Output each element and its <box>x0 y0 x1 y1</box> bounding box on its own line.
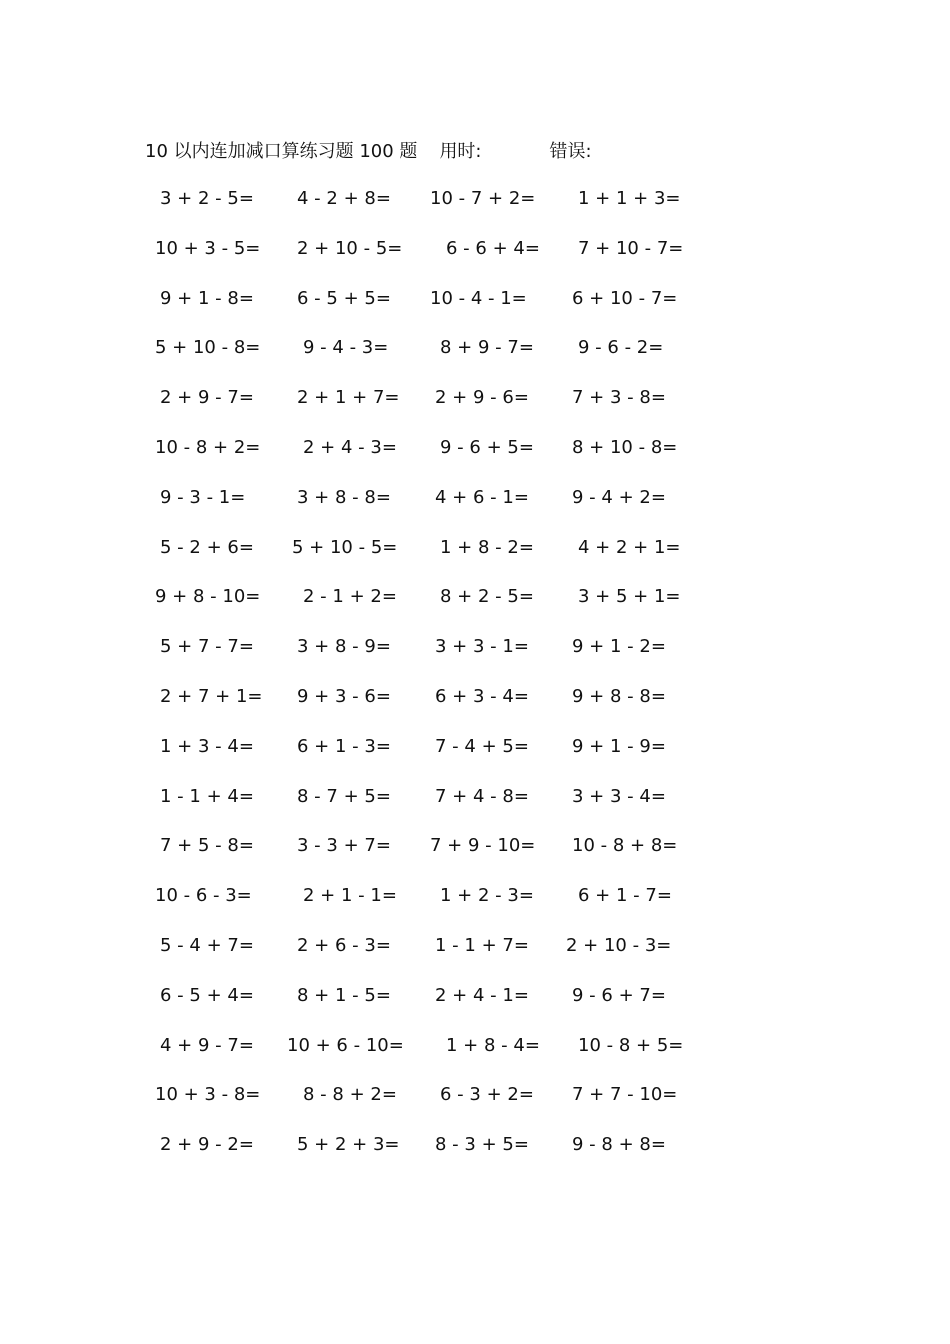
problem-3-1: 9 + 1 - 8= <box>160 287 254 309</box>
problem-row <box>0 1082 950 1132</box>
problem-12-4: 9 + 1 - 9= <box>572 735 666 757</box>
problem-2-2: 2 + 10 - 5= <box>297 237 403 259</box>
problem-9-3: 8 + 2 - 5= <box>440 586 534 608</box>
problem-4-3: 8 + 9 - 7= <box>440 337 534 359</box>
problem-14-3: 7 + 9 - 10= <box>430 835 536 857</box>
worksheet-header <box>145 137 592 163</box>
problem-17-2: 8 + 1 - 5= <box>297 984 391 1006</box>
problem-17-4: 9 - 6 + 7= <box>572 984 666 1006</box>
problem-6-4: 8 + 10 - 8= <box>572 436 678 458</box>
problem-1-1: 3 + 2 - 5= <box>160 188 254 209</box>
problem-19-3: 6 - 3 + 2= <box>440 1084 534 1106</box>
problem-15-2: 2 + 1 - 1= <box>303 885 397 907</box>
problem-17-1: 6 - 5 + 4= <box>160 984 254 1006</box>
problem-11-2: 9 + 3 - 6= <box>297 685 391 707</box>
problem-11-3: 6 + 3 - 4= <box>435 685 529 707</box>
problem-1-3: 10 - 7 + 2= <box>430 188 536 209</box>
problem-8-2: 5 + 10 - 5= <box>292 536 398 558</box>
problem-row <box>0 535 950 585</box>
problem-14-2: 3 - 3 + 7= <box>297 835 391 857</box>
problem-row <box>0 236 950 286</box>
problem-19-1: 10 + 3 - 8= <box>155 1084 261 1106</box>
problem-18-3: 1 + 8 - 4= <box>446 1034 540 1056</box>
problem-row <box>0 634 950 684</box>
problem-row <box>0 1132 950 1182</box>
problem-18-2: 10 + 6 - 10= <box>287 1034 404 1056</box>
problem-20-1: 2 + 9 - 2= <box>160 1134 254 1156</box>
problem-15-1: 10 - 6 - 3= <box>155 885 252 907</box>
problem-4-4: 9 - 6 - 2= <box>578 337 664 359</box>
problem-6-3: 9 - 6 + 5= <box>440 436 534 458</box>
problem-3-2: 6 - 5 + 5= <box>297 287 391 309</box>
problem-8-1: 5 - 2 + 6= <box>160 536 254 558</box>
problem-row <box>0 833 950 883</box>
problem-2-1: 10 + 3 - 5= <box>155 237 261 259</box>
problem-6-1: 10 - 8 + 2= <box>155 436 261 458</box>
problem-10-2: 3 + 8 - 9= <box>297 636 391 658</box>
problem-20-2: 5 + 2 + 3= <box>297 1134 400 1156</box>
problem-row <box>0 435 950 485</box>
problem-9-2: 2 - 1 + 2= <box>303 586 397 608</box>
problem-2-4: 7 + 10 - 7= <box>578 237 684 259</box>
problem-16-3: 1 - 1 + 7= <box>435 934 529 956</box>
problem-1-4: 1 + 1 + 3= <box>578 188 681 209</box>
time-label: 用时: <box>439 141 482 162</box>
problem-17-3: 2 + 4 - 1= <box>435 984 529 1006</box>
problem-12-1: 1 + 3 - 4= <box>160 735 254 757</box>
problem-9-4: 3 + 5 + 1= <box>578 586 681 608</box>
problem-4-1: 5 + 10 - 8= <box>155 337 261 359</box>
problem-6-2: 2 + 4 - 3= <box>303 436 397 458</box>
problem-7-2: 3 + 8 - 8= <box>297 486 391 508</box>
problem-11-1: 2 + 7 + 1= <box>160 685 263 707</box>
problem-11-4: 9 + 8 - 8= <box>572 685 666 707</box>
problem-15-4: 6 + 1 - 7= <box>578 885 672 907</box>
problem-row <box>0 933 950 983</box>
problem-7-4: 9 - 4 + 2= <box>572 486 666 508</box>
problem-7-1: 9 - 3 - 1= <box>160 486 246 508</box>
problem-row <box>0 385 950 435</box>
problem-19-4: 7 + 7 - 10= <box>572 1084 678 1106</box>
problem-row <box>0 883 950 933</box>
problem-13-4: 3 + 3 - 4= <box>572 785 666 807</box>
problem-row <box>0 186 950 236</box>
problem-8-3: 1 + 8 - 2= <box>440 536 534 558</box>
problem-16-4: 2 + 10 - 3= <box>566 934 672 956</box>
problem-2-3: 6 - 6 + 4= <box>446 237 540 259</box>
problem-8-4: 4 + 2 + 1= <box>578 536 681 558</box>
problem-4-2: 9 - 4 - 3= <box>303 337 389 359</box>
problem-16-2: 2 + 6 - 3= <box>297 934 391 956</box>
problem-9-1: 9 + 8 - 10= <box>155 586 261 608</box>
problem-13-3: 7 + 4 - 8= <box>435 785 529 807</box>
problem-5-4: 7 + 3 - 8= <box>572 387 666 409</box>
problem-19-2: 8 - 8 + 2= <box>303 1084 397 1106</box>
problem-3-3: 10 - 4 - 1= <box>430 287 527 309</box>
problem-13-1: 1 - 1 + 4= <box>160 785 254 807</box>
problem-14-4: 10 - 8 + 8= <box>572 835 678 857</box>
problem-row <box>0 983 950 1033</box>
problem-row <box>0 335 950 385</box>
problem-row <box>0 684 950 734</box>
problem-row <box>0 485 950 535</box>
problem-10-3: 3 + 3 - 1= <box>435 636 529 658</box>
problem-18-1: 4 + 9 - 7= <box>160 1034 254 1056</box>
worksheet-title: 10 以内连加减口算练习题 100 题 <box>145 141 418 162</box>
problem-1-2: 4 - 2 + 8= <box>297 188 391 209</box>
problem-5-3: 2 + 9 - 6= <box>435 387 529 409</box>
problem-20-4: 9 - 8 + 8= <box>572 1134 666 1156</box>
problem-5-2: 2 + 1 + 7= <box>297 387 400 409</box>
problem-row <box>0 784 950 834</box>
problem-3-4: 6 + 10 - 7= <box>572 287 678 309</box>
problem-row <box>0 286 950 336</box>
problem-16-1: 5 - 4 + 7= <box>160 934 254 956</box>
problem-5-1: 2 + 9 - 7= <box>160 387 254 409</box>
problem-12-3: 7 - 4 + 5= <box>435 735 529 757</box>
problem-row <box>0 584 950 634</box>
problem-10-1: 5 + 7 - 7= <box>160 636 254 658</box>
problem-12-2: 6 + 1 - 3= <box>297 735 391 757</box>
problem-18-4: 10 - 8 + 5= <box>578 1034 684 1056</box>
problem-20-3: 8 - 3 + 5= <box>435 1134 529 1156</box>
problem-grid <box>0 186 950 1182</box>
problem-15-3: 1 + 2 - 3= <box>440 885 534 907</box>
problem-10-4: 9 + 1 - 2= <box>572 636 666 658</box>
error-label: 错误: <box>549 141 592 162</box>
problem-row <box>0 734 950 784</box>
problem-14-1: 7 + 5 - 8= <box>160 835 254 857</box>
problem-row <box>0 1033 950 1083</box>
problem-13-2: 8 - 7 + 5= <box>297 785 391 807</box>
problem-7-3: 4 + 6 - 1= <box>435 486 529 508</box>
